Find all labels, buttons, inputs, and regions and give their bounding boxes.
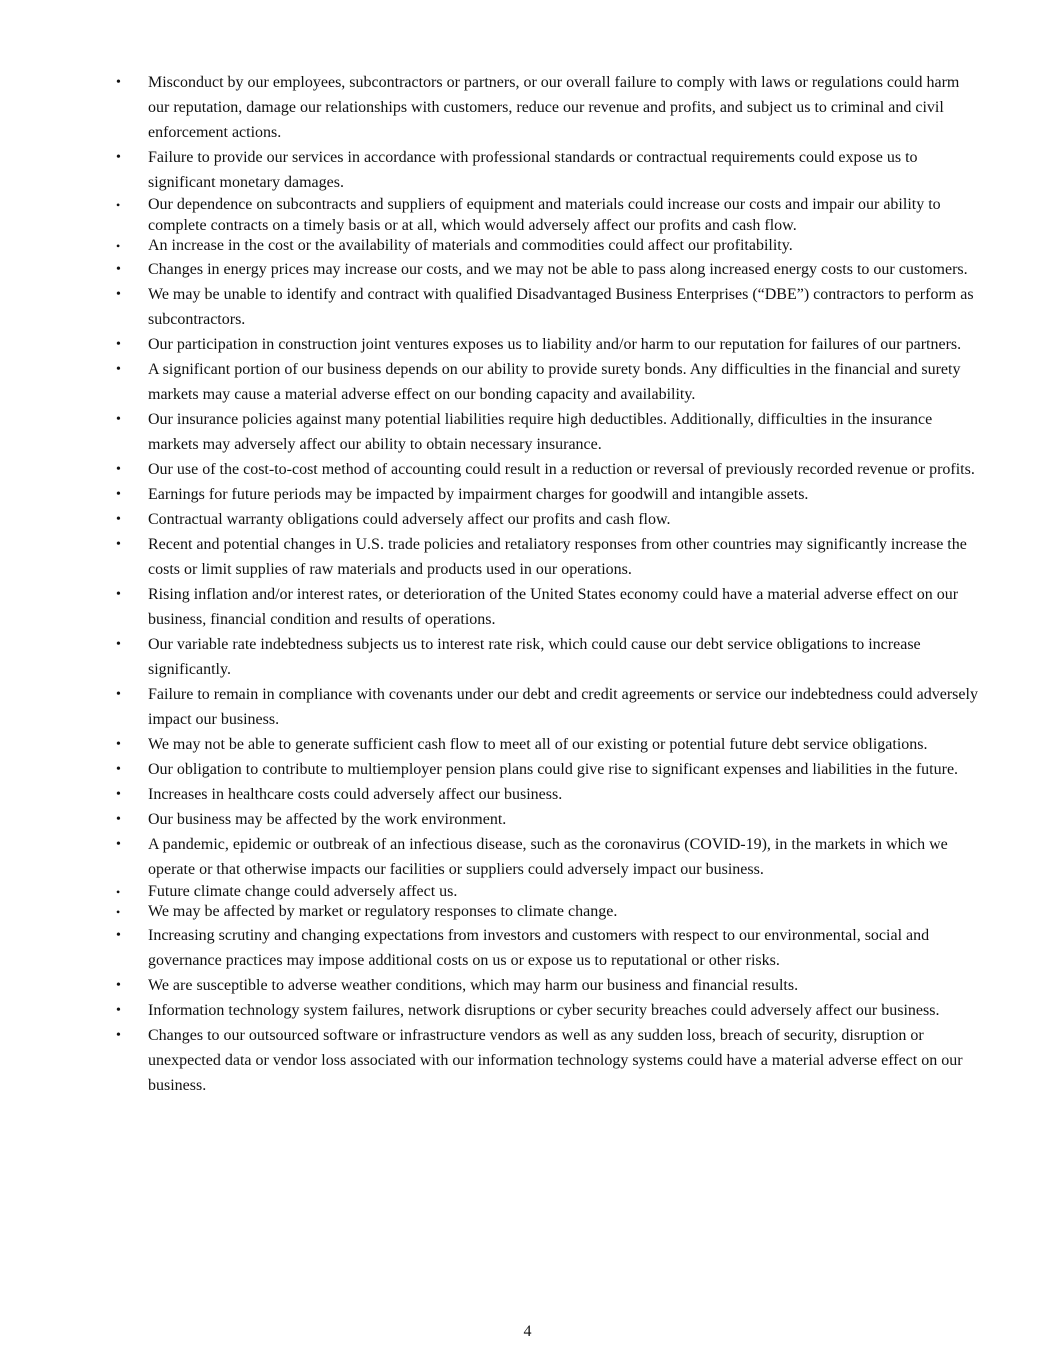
list-item-text: Earnings for future periods may be impacted by impairment charges for goodwill and intangible assets.: [148, 485, 809, 503]
list-item-text: A pandemic, epidemic or outbreak of an infectious disease, such as the coronavirus (COVID-19), in the markets in which we operate or that otherwise impacts our facilities or suppliers could adversely impact our business.: [148, 835, 948, 878]
list-item: [112, 732, 982, 757]
bullet-icon: •: [116, 761, 121, 777]
bullet-icon: •: [116, 75, 121, 90]
list-item-text: Our insurance policies against many potential liabilities require high deductibles. Additionally, difficulties in the insurance markets may adversely affect our ability to obtain necessary insurance.: [148, 410, 933, 453]
list-item: [112, 998, 982, 1023]
list-item: [112, 682, 982, 732]
bullet-icon: •: [116, 636, 121, 652]
bullet-icon: •: [116, 1027, 121, 1043]
bullet-icon: •: [116, 411, 121, 427]
list-item: [112, 582, 982, 632]
bullet-icon: •: [116, 286, 121, 302]
list-item-text: Information technology system failures, network disruptions or cyber security breaches could adversely affect our business.: [148, 1001, 940, 1019]
list-item: [112, 236, 982, 257]
list-item: [112, 832, 982, 882]
page-number: 4: [523, 1323, 532, 1340]
list-item: [112, 882, 982, 903]
list-item-text: Misconduct by our employees, subcontractors or partners, or our overall failure to comply with laws or regulations could harm our reputation, damage our relationships with customers, reduce our revenue and profits, and subject us to criminal and civil enforcement actions.: [148, 74, 960, 141]
bullet-icon: •: [116, 361, 121, 377]
bullet-icon: •: [116, 977, 121, 993]
list-item-text: Changes in energy prices may increase our costs, and we may not be able to pass along increased energy costs to our customers.: [148, 260, 968, 278]
list-item-text: We may be unable to identify and contract with qualified Disadvantaged Business Enterprises (“DBE”) contractors to perform as subcontractors.: [148, 285, 974, 328]
list-item-text: Our variable rate indebtedness subjects us to interest rate risk, which could cause our debt service obligations to increase significantly.: [148, 635, 921, 678]
bullet-icon: •: [116, 486, 121, 502]
list-item: [112, 332, 982, 357]
list-item-text: We may not be able to generate sufficient cash flow to meet all of our existing or potential future debt service obligations.: [148, 735, 928, 753]
list-item: [112, 782, 982, 807]
bullet-icon: •: [116, 884, 121, 899]
list-item: [112, 1023, 982, 1098]
bullet-icon: •: [116, 1002, 121, 1018]
list-item: [112, 407, 982, 457]
list-item: [112, 532, 982, 582]
list-item-text: Rising inflation and/or interest rates, or deterioration of the United States economy could have a material adverse effect on our business, financial condition and results of operations.: [148, 585, 959, 628]
list-item: [112, 145, 982, 195]
bullet-icon: •: [116, 786, 121, 802]
list-item: [112, 973, 982, 998]
risk-factor-list: [112, 70, 982, 1098]
bullet-icon: •: [116, 511, 121, 527]
list-item-text: Increases in healthcare costs could adversely affect our business.: [148, 785, 563, 803]
list-item-text: An increase in the cost or the availability of materials and commodities could affect our profitability.: [148, 237, 793, 254]
list-item: [112, 457, 982, 482]
list-item-text: Failure to provide our services in accordance with professional standards or contractual requirements could expose us to significant monetary damages.: [148, 149, 918, 191]
list-item-text: Our participation in construction joint ventures exposes us to liability and/or harm to our reputation for failures of our partners.: [148, 335, 962, 353]
list-item: [112, 902, 982, 923]
list-item-text: A significant portion of our business depends on our ability to provide surety bonds. Any difficulties in the financial and surety markets may cause a material adverse effect on our bonding capacity and availability.: [148, 360, 961, 403]
list-item-text: Contractual warranty obligations could adversely affect our profits and cash flow.: [148, 510, 671, 528]
list-item-text: Our use of the cost-to-cost method of accounting could result in a reduction or reversal of previously recorded revenue or profits.: [148, 460, 975, 478]
list-item: [112, 757, 982, 782]
bullet-icon: •: [116, 905, 121, 919]
list-item-text: Failure to remain in compliance with covenants under our debt and credit agreements or service our indebtedness could adversely impact our business.: [148, 685, 978, 728]
list-item: [112, 70, 982, 145]
bullet-icon: •: [116, 461, 121, 477]
list-item: [112, 282, 982, 332]
bullet-icon: •: [116, 198, 121, 212]
list-item-text: Increasing scrutiny and changing expectations from investors and customers with respect to our environmental, social and governance practices may impose additional costs on us or expose us to reputational or other risks.: [148, 926, 930, 969]
list-item: [112, 923, 982, 973]
list-item-text: Recent and potential changes in U.S. trade policies and retaliatory responses from other countries may significantly increase the costs or limit supplies of raw materials and products used in our operations.: [148, 535, 967, 578]
bullet-icon: •: [116, 586, 121, 602]
bullet-icon: •: [116, 736, 121, 752]
list-item: [112, 632, 982, 682]
bullet-icon: •: [116, 686, 121, 702]
bullet-icon: •: [116, 536, 121, 552]
list-item: [112, 357, 982, 407]
list-item-text: Changes to our outsourced software or infrastructure vendors as well as any sudden loss, breach of security, disruption or unexpected data or vendor loss associated with our information technology systems could have a material adverse effect on our business.: [148, 1026, 963, 1094]
list-item: [112, 507, 982, 532]
list-item-text: Our obligation to contribute to multiemployer pension plans could give rise to significant expenses and liabilities in the future.: [148, 760, 959, 778]
list-item-text: We are susceptible to adverse weather conditions, which may harm our business and financial results.: [148, 976, 799, 994]
bullet-icon: •: [116, 836, 121, 852]
bullet-icon: •: [116, 239, 121, 253]
list-item: [112, 257, 982, 282]
bullet-icon: •: [116, 336, 121, 352]
list-item-text: We may be affected by market or regulatory responses to climate change.: [148, 903, 618, 920]
list-item-text: Our dependence on subcontracts and suppliers of equipment and materials could increase our costs and impair our ability to complete contracts on a timely basis or at all, which would adversely affect our profits and cash flow.: [148, 196, 941, 234]
list-item-text: Our business may be affected by the work environment.: [148, 810, 507, 828]
list-item: [112, 482, 982, 507]
bullet-icon: •: [116, 811, 121, 827]
bullet-icon: •: [116, 927, 121, 943]
bullet-icon: •: [116, 150, 121, 165]
list-item: [112, 195, 982, 236]
list-item-text: Future climate change could adversely affect us.: [148, 882, 458, 900]
list-item: [112, 807, 982, 832]
bullet-icon: •: [116, 261, 121, 277]
